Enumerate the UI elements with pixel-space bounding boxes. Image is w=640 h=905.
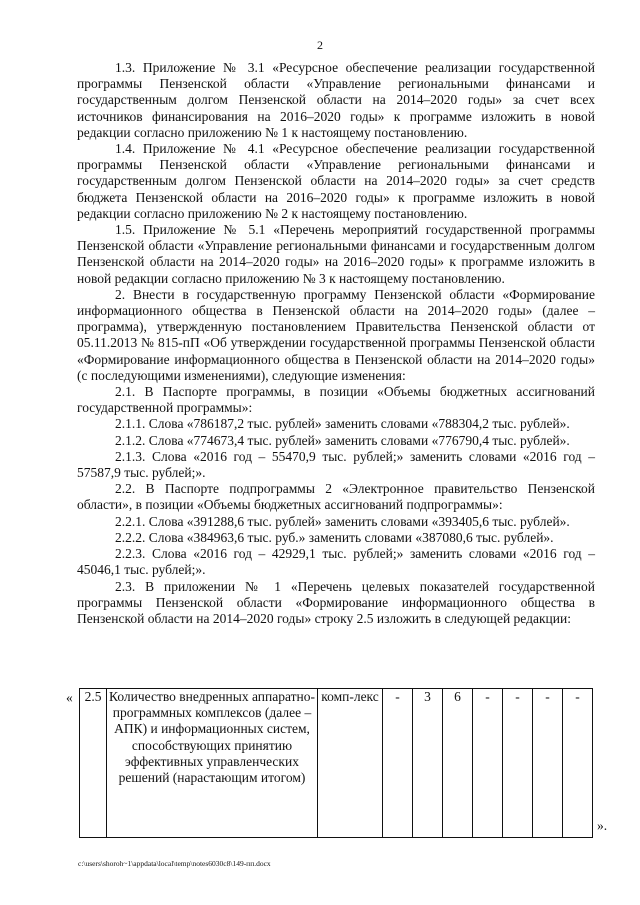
paragraph-1-5: 1.5. Приложение № 5.1 «Перечень мероприятий государственной программы Пензенской области «Управление региональными финансами и государственным долгом Пензенской области на 2014–2020 годы» на 2016–2020 годы» к программе изложить в новой редакции согласно приложению № 3 к настоящему постановлению. [77,222,595,286]
paragraph-2-2-3: 2.2.3. Слова «2016 год – 42929,1 тыс. рублей;» заменить словами «2016 год – 45046,1 тыс. рублей;». [77,546,595,578]
indicator-name-cell: Количество внедренных аппаратно-программных комплексов (далее – АПК) и информационных систем, способствующих принятию эффективных управленческих решений (нарастающим итогом) [107,689,318,838]
value-cell: 3 [413,689,443,838]
paragraph-2-1-2: 2.1.2. Слова «774673,4 тыс. рублей» заменить словами «776790,4 тыс. рублей». [115,432,570,448]
value-cell: 6 [443,689,473,838]
open-quote: « [66,690,73,705]
unit-cell: комп-лекс [318,689,383,838]
paragraph-2-2: 2.2. В Паспорте подпрограммы 2 «Электронное правительство Пензенской области», в позиции «Объемы бюджетных ассигнований подпрограммы»: [77,481,595,513]
row-number-cell: 2.5 [80,689,107,838]
paragraph-2-1: 2.1. В Паспорте программы, в позиции «Объемы бюджетных ассигнований государственной программы»: [77,384,595,416]
paragraph-2-1-1: 2.1.1. Слова «786187,2 тыс. рублей» заменить словами «788304,2 тыс. рублей». [115,416,570,432]
table-row [80,689,593,838]
file-path-footer: c:\users\shoroh~1\appdata\local\temp\notes6030c8\149-пп.docx [78,859,271,868]
paragraph-2: 2. Внести в государственную программу Пензенской области «Формирование информационного общества в Пензенской области на 2014–2020 годы» (далее – программа), утвержденную постановлением Правительства Пензенской области от 05.11.2013 № 815-пП «Об утверждении государственной программы Пензенской области «Формирование информационного общества в Пензенской области на 2014–2020 годы» (с последующими изменениями), следующие изменения: [77,286,595,383]
paragraph-2-1-3: 2.1.3. Слова «2016 год – 55470,9 тыс. рублей;» заменить словами «2016 год – 57587,9 тыс. рублей;». [77,448,595,481]
paragraph-1-3: 1.3. Приложение № 3.1 «Ресурсное обеспечение реализации государственной программы Пензенской области «Управление региональными финансами и государственным долгом Пензенской области на 2014–2020 годы» за счет всех источников финансирования на 2016–2020 годы» к программе изложить в новой редакции согласно приложению № 1 к настоящему постановлению. [77,60,595,140]
indicator-table [79,688,593,838]
paragraph-2-2-1: 2.2.1. Слова «391288,6 тыс. рублей» заменить словами «393405,6 тыс. рублей». [115,513,570,529]
close-quote: ». [597,818,608,833]
page-number: 2 [317,38,323,52]
paragraph-1-4: 1.4. Приложение № 4.1 «Ресурсное обеспечение реализации государственной программы Пензенской области «Управление региональными финансами и государственным долгом Пензенской области на 2014–2020 годы» за счет средств бюджета Пензенской области на 2016–2020 годы» к программе изложить в новой редакции согласно приложению № 2 к настоящему постановлению. [77,141,595,221]
indicator-row-block [66,688,612,838]
value-cell: - [383,689,413,838]
document-body [77,60,595,627]
value-cell: - [563,689,593,838]
value-cell: - [473,689,503,838]
paragraph-2-3: 2.3. В приложении № 1 «Перечень целевых показателей государственной программы Пензенской области «Формирование информационного общества в Пензенской области на 2014–2020 годы» строку 2.5 изложить в следующей редакции: [77,578,595,626]
value-cell: - [533,689,563,838]
value-cell: - [503,689,533,838]
paragraph-2-2-2: 2.2.2. Слова «384963,6 тыс. руб.» заменить словами «387080,6 тыс. рублей». [115,529,554,545]
